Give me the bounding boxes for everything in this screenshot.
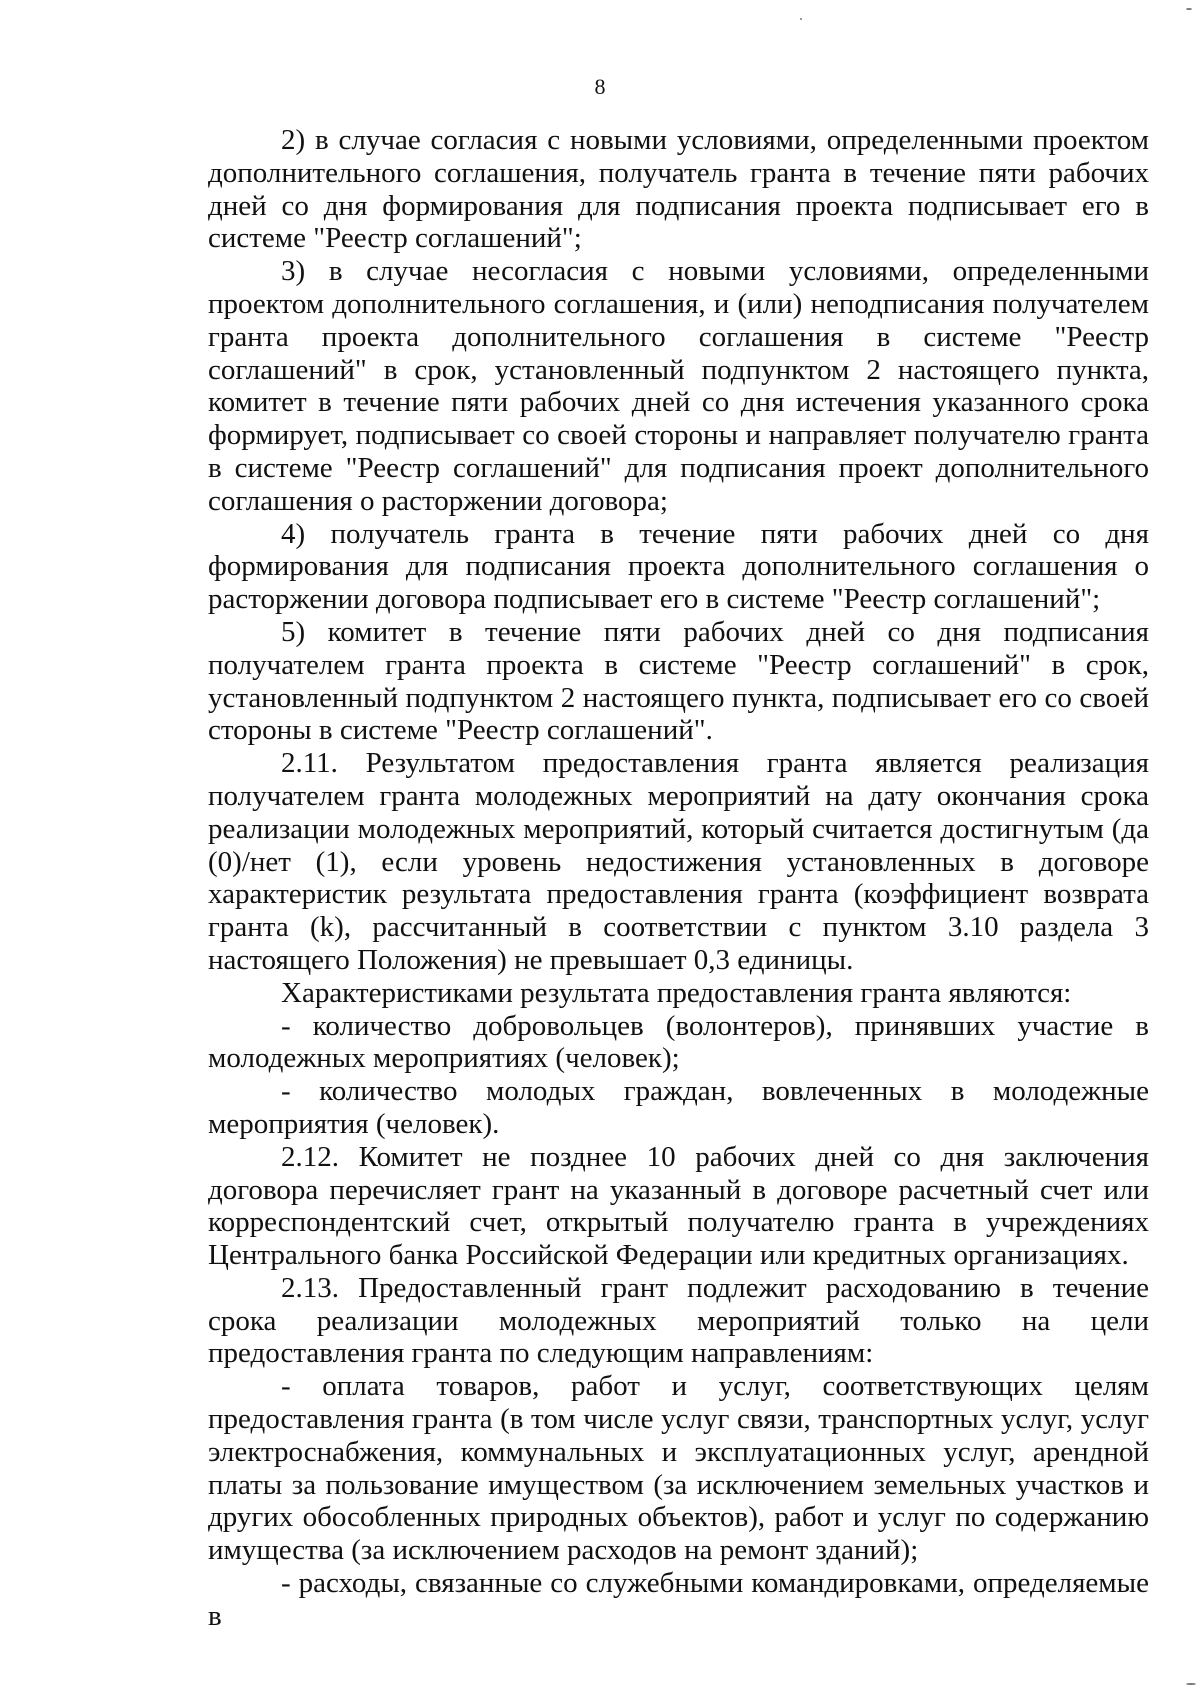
paragraph-characteristic-youth: - количество молодых граждан, вовлеченных в молодежные мероприятия (человек).	[208, 1075, 1149, 1140]
paragraph-characteristics-intro: Характеристиками результата предоставления гранта являются:	[281, 976, 1072, 1009]
paragraph-expense-goods-services: - оплата товаров, работ и услуг, соответствующих целям предоставления гранта (в том числе услуг связи, транспортных услуг, услуг электроснабжения, коммунальных и эксплуатационных услуг, арендной платы за пользование имуществом (за исключением земельных участков и других обособленных природных объектов), работ и услуг по содержанию имущества (за исключением расходов на ремонт зданий);	[208, 1370, 1149, 1567]
scan-speck	[800, 18, 802, 20]
paragraph-characteristic-volunteers: - количество добровольцев (волонтеров), принявших участие в молодежных мероприятиях (человек);	[208, 1009, 1149, 1075]
scan-speck	[1186, 8, 1192, 10]
paragraph-expense-travel: - расходы, связанные со служебными командировками, определяемые в	[208, 1567, 1149, 1632]
scan-speck	[1186, 1683, 1196, 1685]
document-body	[208, 124, 1149, 1633]
paragraph-clause-2-13: 2.13. Предоставленный грант подлежит расходованию в течение срока реализации молодежных мероприятий только на цели предоставления гранта по следующим направлениям:	[208, 1271, 1149, 1370]
paragraph-clause-2-12: 2.12. Комитет не позднее 10 рабочих дней со дня заключения договора перечисляет грант на указанный в договоре расчетный счет или корреспондентский счет, открытый получателю гранта в учреждениях Центрального банка Российской Федерации или кредитных организациях.	[208, 1140, 1149, 1272]
paragraph-subitem-5: 5) комитет в течение пяти рабочих дней со дня подписания получателем гранта проекта в системе "Реестр соглашений" в срок, установленный подпунктом 2 настоящего пункта, подписывает его со своей стороны в системе "Реестр соглашений".	[208, 615, 1149, 747]
paragraph-subitem-2: 2) в случае согласия с новыми условиями, определенными проектом дополнительного соглашения, получатель гранта в течение пяти рабочих дней со дня формирования для подписания проекта подписывает его в системе "Реестр соглашений";	[208, 124, 1149, 255]
paragraph-subitem-4: 4) получатель гранта в течение пяти рабочих дней со дня формирования для подписания проекта дополнительного соглашения о расторжении договора подписывает его в системе "Реестр соглашений";	[208, 517, 1149, 616]
page-number: 8	[594, 74, 606, 99]
paragraph-clause-2-11: 2.11. Результатом предоставления гранта является реализация получателем гранта молодежных мероприятий на дату окончания срока реализации молодежных мероприятий, который считается достигнутым (да (0)/нет (1), если уровень недостижения установленных в договоре характеристик результата предоставления гранта (коэффициент возврата гранта (k), рассчитанный в соответствии с пунктом 3.10 раздела 3 настоящего Положения) не превышает 0,3 единицы.	[208, 747, 1149, 976]
paragraph-subitem-3: 3) в случае несогласия с новыми условиями, определенными проектом дополнительного соглашения, и (или) неподписания получателем гранта проекта дополнительного соглашения в системе "Реестр соглашений" в срок, установленный подпунктом 2 настоящего пункта, комитет в течение пяти рабочих дней со дня истечения указанного срока формирует, подписывает со своей стороны и направляет получателю гранта в системе "Реестр соглашений" для подписания проект дополнительного соглашения о расторжении договора;	[208, 255, 1149, 517]
